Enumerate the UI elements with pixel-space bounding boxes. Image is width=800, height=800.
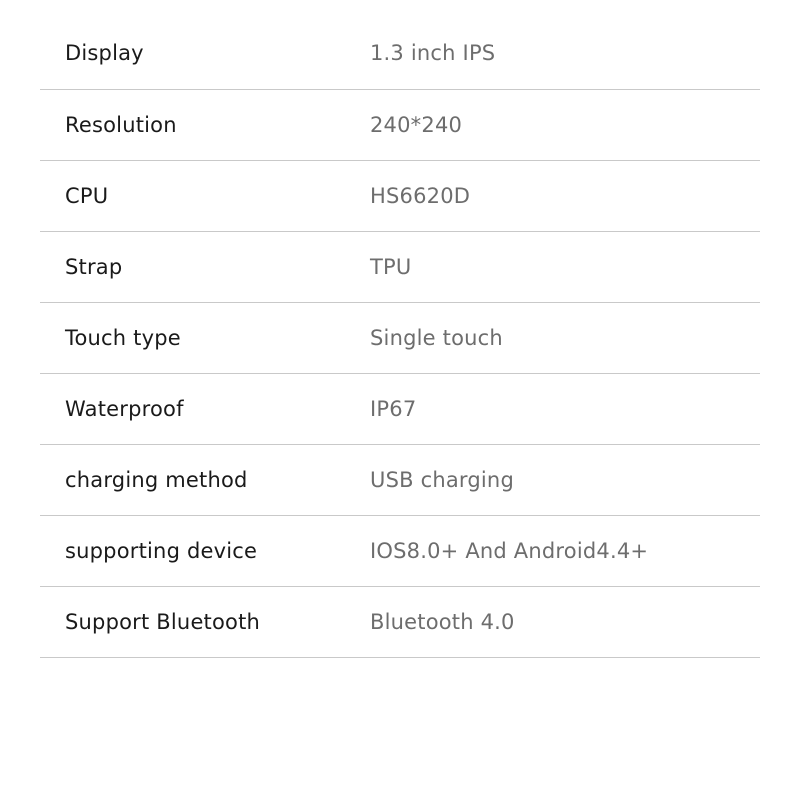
table-row	[40, 515, 760, 586]
specification-table	[40, 18, 760, 658]
table-row	[40, 231, 760, 302]
table-row	[40, 373, 760, 444]
spec-label: Waterproof	[40, 373, 365, 444]
spec-value: USB charging	[365, 444, 760, 515]
spec-value: 240*240	[365, 89, 760, 160]
table-row	[40, 302, 760, 373]
spec-value: Single touch	[365, 302, 760, 373]
table-row	[40, 89, 760, 160]
spec-label: charging method	[40, 444, 365, 515]
table-row	[40, 444, 760, 515]
spec-label: Touch type	[40, 302, 365, 373]
table-row	[40, 586, 760, 657]
spec-value: TPU	[365, 231, 760, 302]
table-row	[40, 18, 760, 89]
spec-value: IOS8.0+ And Android4.4+	[365, 515, 760, 586]
spec-value: IP67	[365, 373, 760, 444]
spec-label: Display	[40, 18, 365, 89]
spec-label: supporting device	[40, 515, 365, 586]
spec-value: 1.3 inch IPS	[365, 18, 760, 89]
spec-label: Resolution	[40, 89, 365, 160]
spec-value: HS6620D	[365, 160, 760, 231]
spec-label: CPU	[40, 160, 365, 231]
table-row	[40, 160, 760, 231]
spec-label: Strap	[40, 231, 365, 302]
specification-table-body	[40, 18, 760, 657]
spec-value: Bluetooth 4.0	[365, 586, 760, 657]
spec-label: Support Bluetooth	[40, 586, 365, 657]
